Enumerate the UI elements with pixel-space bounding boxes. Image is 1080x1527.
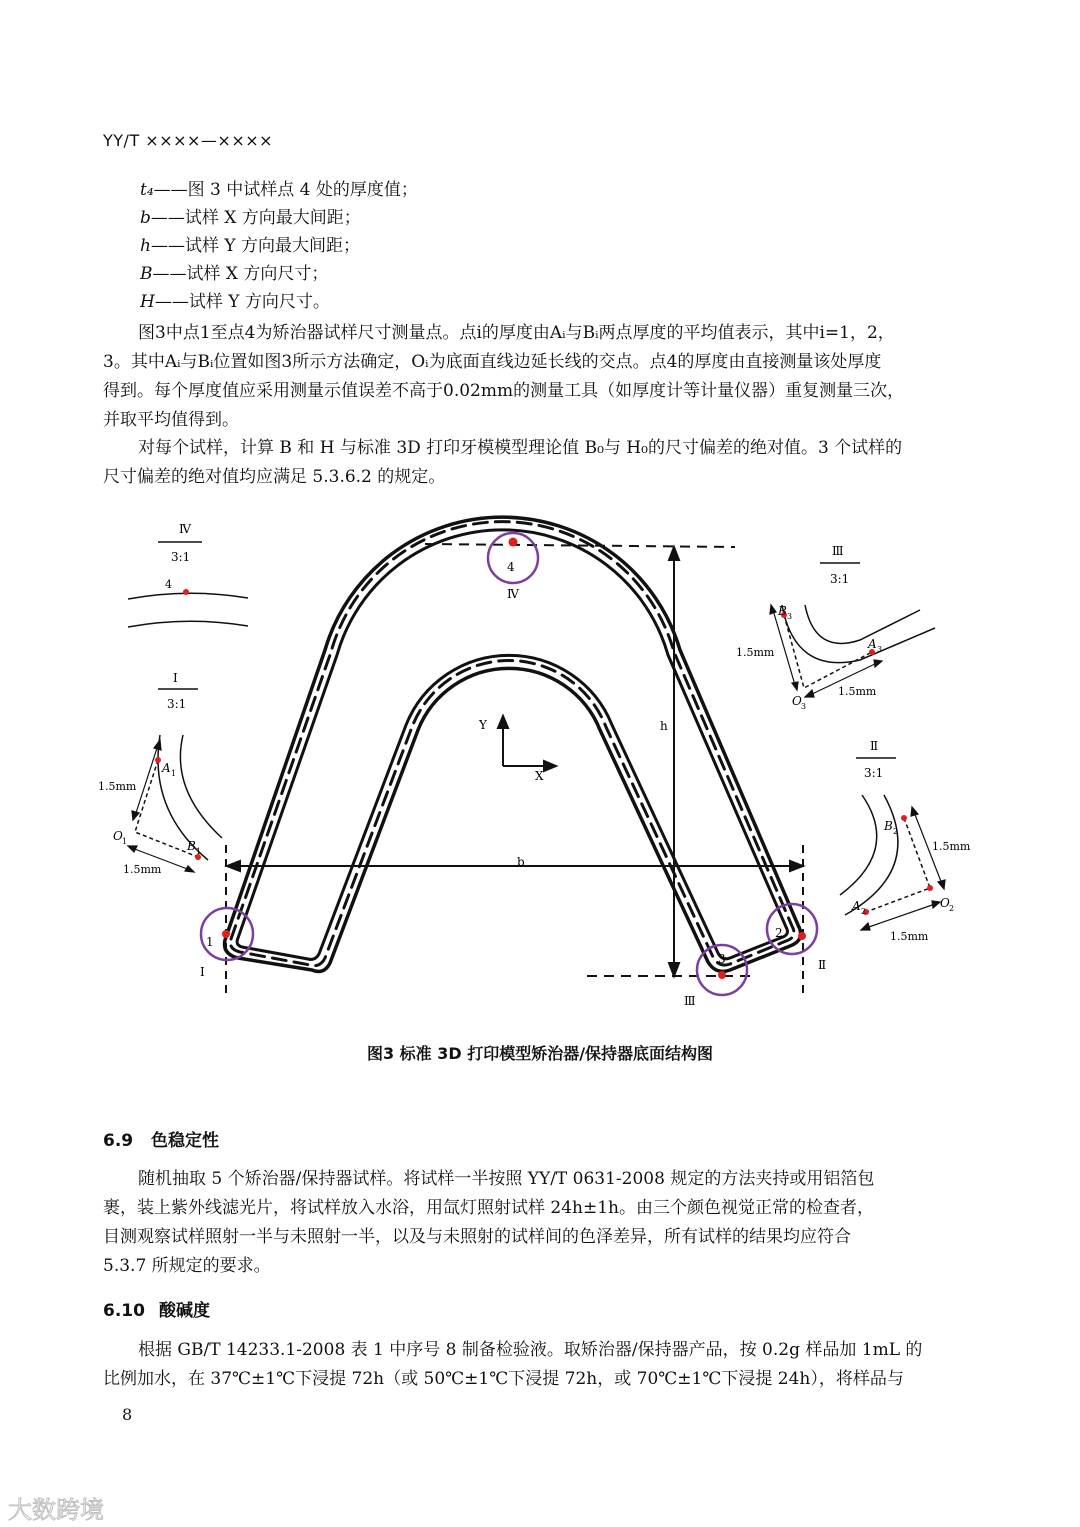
svg-text:O: O [940, 896, 950, 910]
svg-text:1.5mm: 1.5mm [736, 646, 775, 659]
section-6-9-line1: 随机抽取 5 个矫治器/保持器试样。将试样一半按照 YY/T 0631-2008 规定的方法夹持或用铝箔包 [138, 1169, 875, 1189]
svg-text:2: 2 [893, 827, 899, 836]
detail-III [736, 544, 935, 711]
section-heading-6-9: 6.9 色稳定性 [103, 1131, 219, 1151]
detail-II [840, 739, 971, 943]
svg-text:4: 4 [165, 578, 172, 591]
marker-point-2 [798, 932, 806, 940]
definition-t4: t₄——图 3 中试样点 4 处的厚度值； [140, 180, 418, 200]
definition-h: h——试样 Y 方向最大间距； [140, 236, 360, 256]
section-6-9-line3: 目测观察试样照射一半与未照射一半，以及与未照射的试样间的色泽差异，所有试样的结果均应符合 [103, 1227, 851, 1247]
svg-text:1.5mm: 1.5mm [932, 840, 971, 853]
label-h: h [660, 719, 668, 733]
page-number: 8 [122, 1405, 133, 1424]
svg-text:O: O [792, 694, 802, 708]
label-X-axis: X [535, 769, 544, 783]
svg-text:1.5mm: 1.5mm [123, 863, 162, 876]
svg-text:Ⅲ: Ⅲ [832, 544, 844, 558]
detail-I [98, 671, 222, 876]
svg-text:1.5mm: 1.5mm [98, 780, 137, 793]
svg-text:3:1: 3:1 [864, 766, 884, 780]
paragraph-measure-points-line1: 图3中点1至点4为矫治器试样尺寸测量点。点i的厚度由Aᵢ与Bᵢ两点厚度的平均值表示，其中i=1，2， [138, 323, 895, 343]
svg-text:Ⅳ: Ⅳ [179, 522, 191, 536]
svg-text:B: B [187, 839, 196, 853]
paragraph-deviation-line2: 尺寸偏差的绝对值均应满足 5.3.6.2 的规定。 [103, 467, 446, 487]
svg-text:3:1: 3:1 [171, 550, 191, 564]
svg-text:A: A [868, 637, 877, 651]
label-point-1: 1 [206, 935, 214, 949]
label-point-4: 4 [507, 560, 515, 574]
svg-text:3: 3 [787, 612, 793, 621]
svg-text:1.5mm: 1.5mm [890, 930, 929, 943]
definition-H: H——试样 Y 方向尺寸。 [140, 292, 330, 312]
label-point-3: 3 [718, 952, 726, 966]
label-roman-III: Ⅲ [684, 994, 696, 1008]
marker-point-3 [718, 971, 726, 979]
label-roman-IV: Ⅳ [507, 587, 519, 601]
label-roman-I: Ⅰ [200, 965, 205, 979]
paragraph-measure-points-line4: 并取平均值得到。 [103, 410, 239, 430]
svg-text:B: B [778, 604, 787, 618]
figure-caption: 图3 标准 3D 打印模型矫治器/保持器底面结构图 [366, 1044, 714, 1063]
svg-text:1: 1 [122, 837, 128, 846]
svg-text:1.5mm: 1.5mm [838, 685, 877, 698]
svg-text:2: 2 [949, 904, 955, 913]
label-roman-II: Ⅱ [818, 958, 827, 972]
marker-point-4 [509, 538, 518, 547]
paragraph-deviation-line1: 对每个试样，计算 B 和 H 与标准 3D 打印牙模模型理论值 B₀与 H₀的尺寸偏差的绝对值。3 个试样的 [138, 438, 903, 458]
svg-text:Ⅱ: Ⅱ [870, 739, 879, 753]
label-Y-axis: Y [479, 718, 487, 732]
svg-text:B: B [884, 819, 893, 833]
section-6-10-line2: 比例加水，在 37℃±1℃下浸提 72h（或 50℃±1℃下浸提 72h，或 70℃±1℃下浸提 24h），将样品与 [103, 1369, 904, 1389]
paragraph-measure-points-line3: 得到。每个厚度值应采用测量示值误差不高于0.02mm的测量工具（如厚度计等计量仪器）重复测量三次， [103, 381, 905, 401]
label-point-2: 2 [775, 926, 783, 940]
document-code-header: YY/T ××××—×××× [103, 131, 274, 150]
marker-point-1 [222, 930, 230, 938]
svg-text:3:1: 3:1 [830, 572, 850, 586]
section-6-9-line2: 裹，装上紫外线滤光片，将试样放入水浴，用氙灯照射试样 24h±1h。由三个颜色视觉正常的检查者， [103, 1198, 874, 1218]
svg-text:3: 3 [877, 645, 883, 654]
svg-text:1: 1 [171, 769, 177, 778]
section-6-9-line4: 5.3.7 所规定的要求。 [103, 1256, 271, 1276]
svg-text:1: 1 [196, 847, 202, 856]
definition-b: b——试样 X 方向最大间距； [140, 208, 361, 228]
svg-text:Ⅰ: Ⅰ [173, 671, 178, 685]
svg-text:A: A [852, 899, 861, 913]
section-heading-6-10: 6.10 酸碱度 [103, 1301, 210, 1321]
svg-text:A: A [162, 761, 171, 775]
watermark-logo: 大数跨境 [8, 1496, 104, 1524]
paragraph-measure-points-line2: 3。其中Aᵢ与Bᵢ位置如图3所示方法确定，Oᵢ为底面直线边延长线的交点。点4的厚度由直接测量该处厚度 [103, 352, 882, 372]
figure-3-diagram [0, 500, 1080, 1030]
section-6-10-line1: 根据 GB/T 14233.1-2008 表 1 中序号 8 制备检验液。取矫治器/保持器产品，按 0.2g 样品加 1mL 的 [138, 1340, 923, 1360]
detail-IV [128, 522, 248, 627]
svg-text:O: O [113, 829, 123, 843]
svg-text:3: 3 [801, 702, 807, 711]
label-b: b [517, 855, 525, 869]
definition-B: B——试样 X 方向尺寸； [140, 264, 329, 284]
svg-text:2: 2 [861, 907, 867, 916]
svg-text:3:1: 3:1 [167, 697, 187, 711]
